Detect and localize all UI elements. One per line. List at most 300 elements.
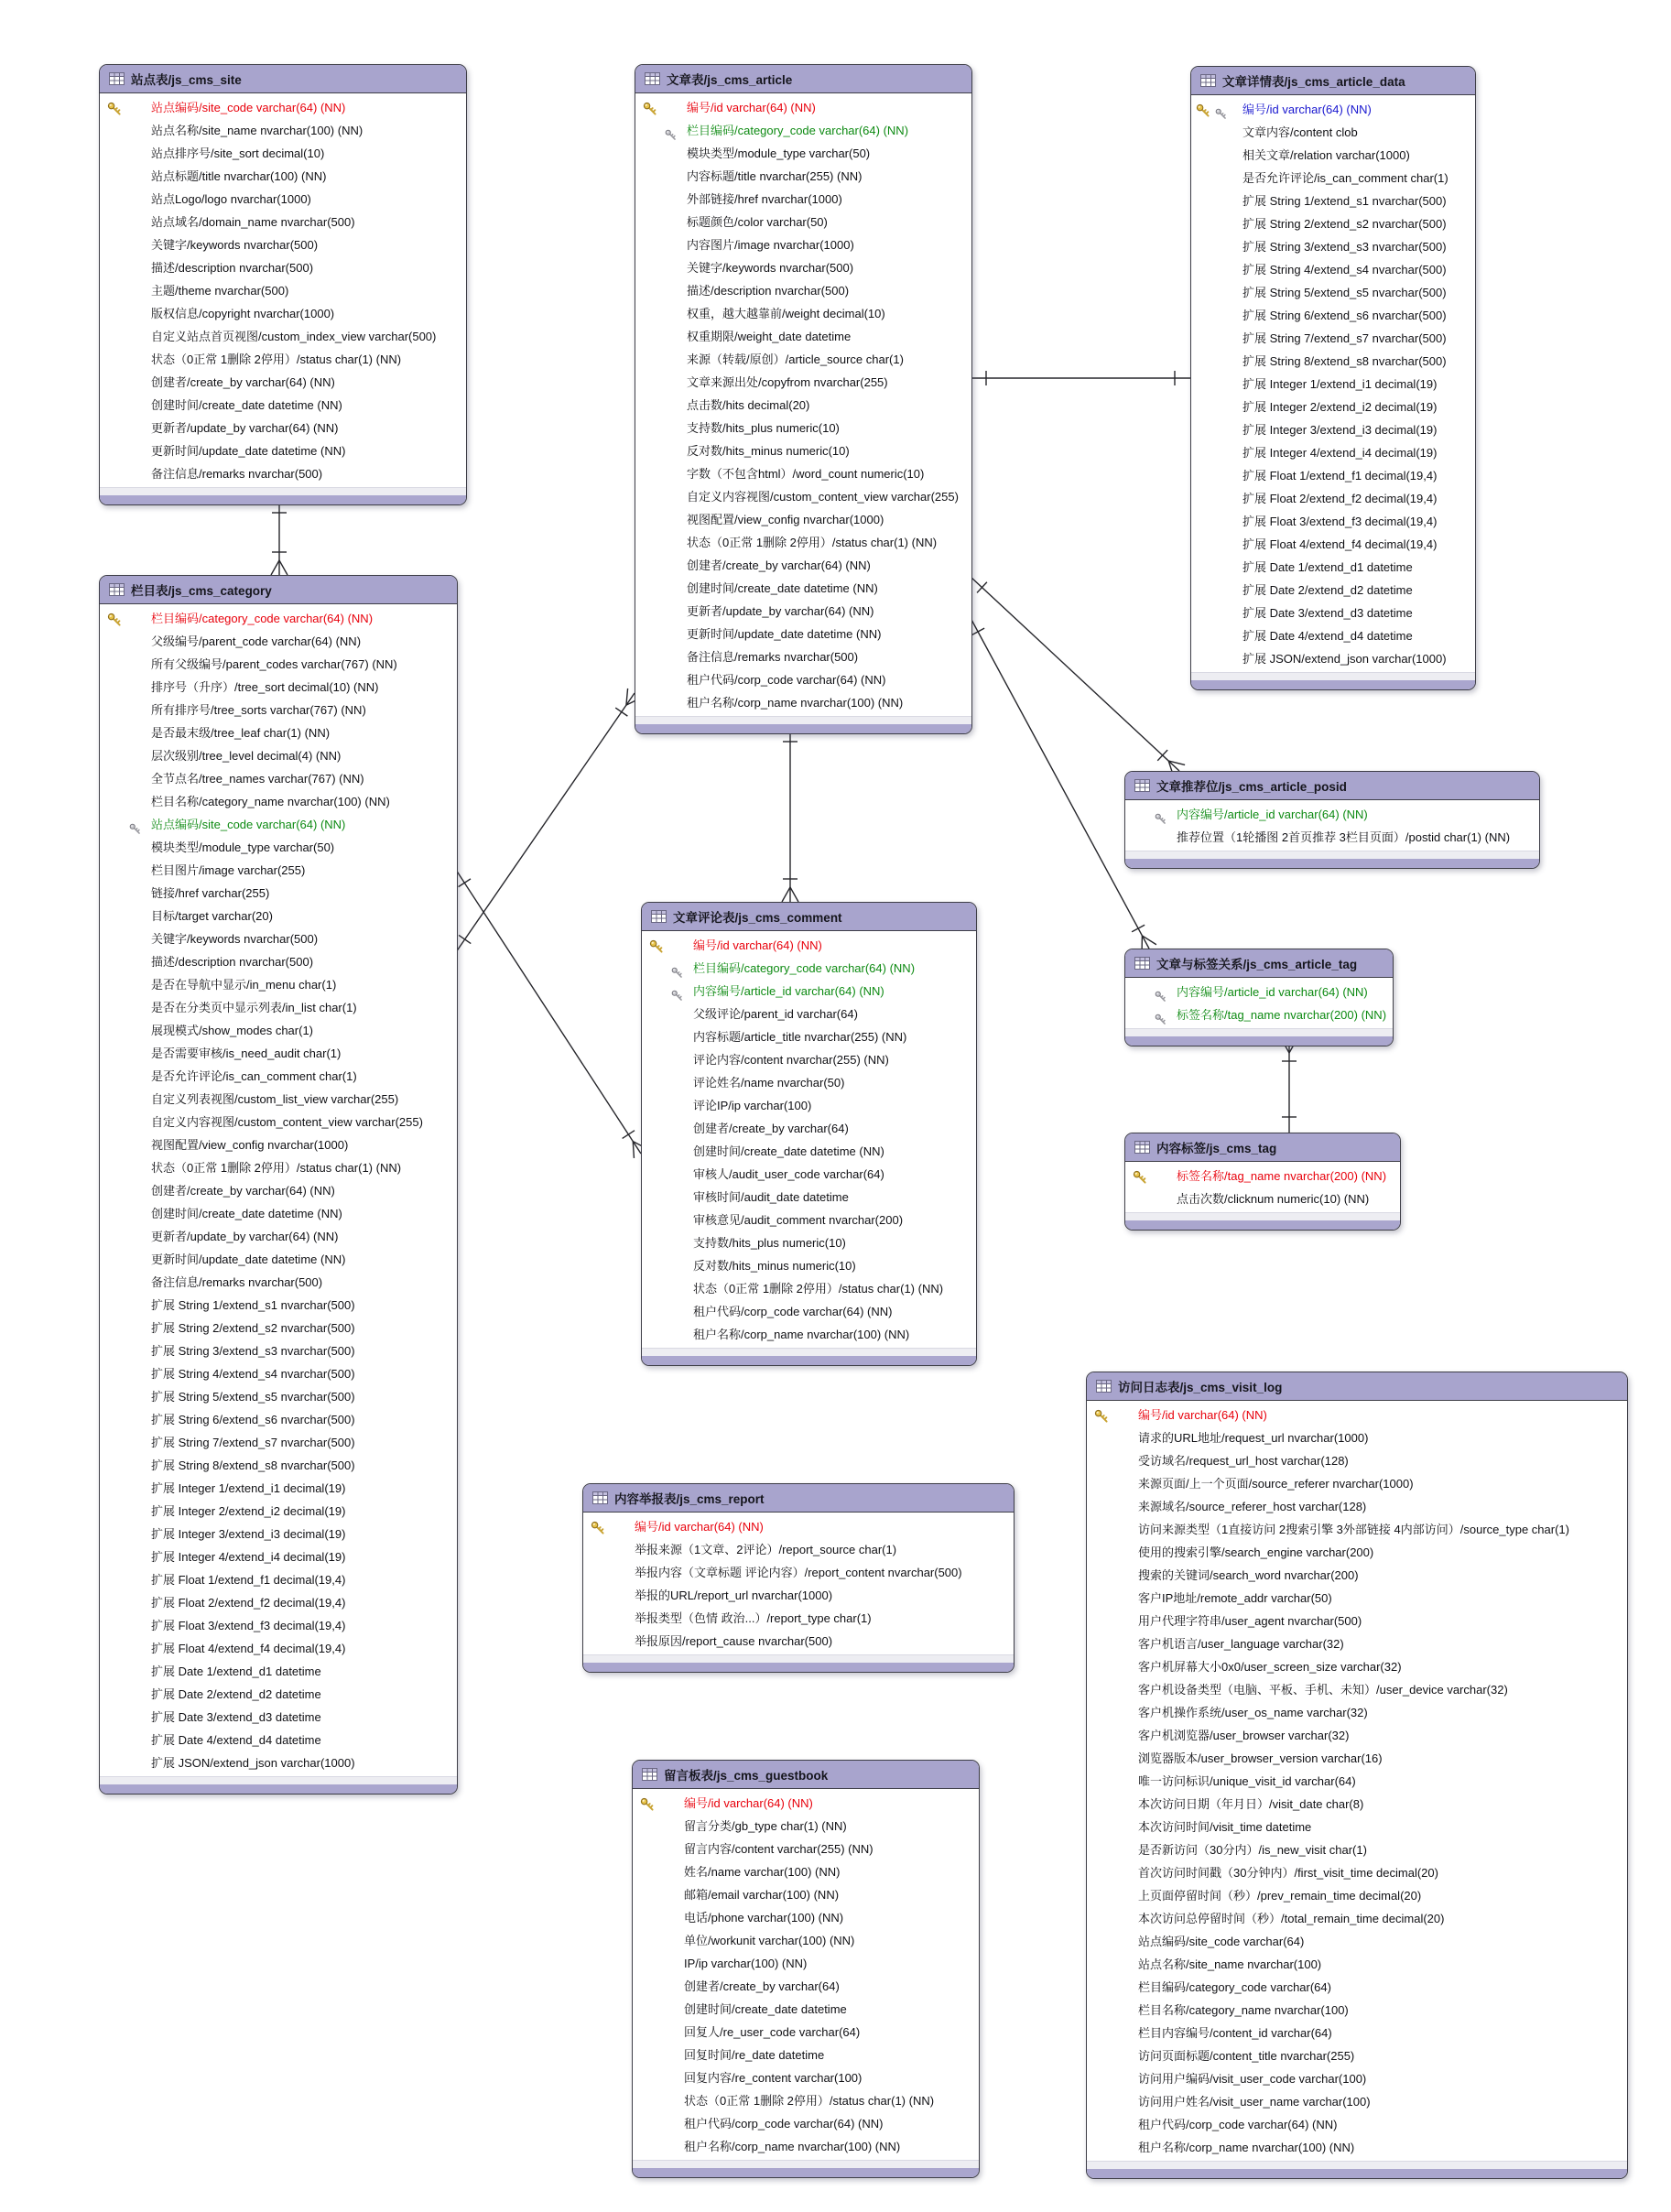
- table-icon: [1096, 1380, 1112, 1393]
- field-row[interactable]: [635, 325, 971, 348]
- field-row[interactable]: [1191, 602, 1475, 624]
- field-row[interactable]: [100, 950, 457, 973]
- table-title: 栏目表/js_cms_category: [131, 584, 272, 598]
- field-row[interactable]: [583, 1538, 1014, 1561]
- field-row[interactable]: [100, 1500, 457, 1523]
- field-text: 主题/theme nvarchar(500): [151, 284, 289, 298]
- field-row[interactable]: [100, 1111, 457, 1133]
- field-row[interactable]: [100, 905, 457, 927]
- field-row[interactable]: [635, 302, 971, 325]
- field-text: 扩展 String 7/extend_s7 nvarchar(500): [1242, 331, 1447, 345]
- field-row[interactable]: [583, 1515, 1014, 1538]
- field-text: 是否在导航中显示/in_menu char(1): [151, 978, 337, 992]
- field-row[interactable]: [635, 119, 971, 142]
- field-row[interactable]: [1191, 464, 1475, 487]
- field-row[interactable]: [635, 645, 971, 668]
- field-text: 本次访问时间/visit_time datetime: [1138, 1820, 1312, 1834]
- table-js_cms_report[interactable]: [582, 1483, 1015, 1673]
- field-row[interactable]: [100, 607, 457, 630]
- field-row[interactable]: [100, 1477, 457, 1500]
- field-row[interactable]: [635, 554, 971, 577]
- foreign-key-icon: [1215, 104, 1227, 116]
- field-row[interactable]: [100, 1591, 457, 1614]
- table-js_cms_article_posid[interactable]: [1124, 771, 1540, 869]
- field-text: 备注信息/remarks nvarchar(500): [151, 467, 323, 481]
- field-row[interactable]: [633, 1929, 979, 1952]
- field-row[interactable]: [1087, 1907, 1627, 1930]
- field-row[interactable]: [100, 119, 466, 142]
- field-row[interactable]: [635, 577, 971, 600]
- field-row[interactable]: [1087, 1404, 1627, 1426]
- field-row[interactable]: [635, 600, 971, 623]
- field-text: 创建者/create_by varchar(64): [684, 1979, 840, 1993]
- field-text: 扩展 String 6/extend_s6 nvarchar(500): [1242, 309, 1447, 322]
- field-text: 内容标题/article_title nvarchar(255) (NN): [693, 1030, 907, 1044]
- field-row[interactable]: [1087, 1426, 1627, 1449]
- field-row[interactable]: [642, 1209, 976, 1231]
- field-row[interactable]: [633, 2021, 979, 2044]
- field-row[interactable]: [1191, 624, 1475, 647]
- field-text: 审核意见/audit_comment nvarchar(200): [693, 1213, 904, 1227]
- field-row[interactable]: [1191, 235, 1475, 258]
- field-row[interactable]: [1087, 2136, 1627, 2159]
- field-row[interactable]: [635, 279, 971, 302]
- field-text: 客户机设备类型（电脑、平板、手机、未知）/user_device varchar(32): [1138, 1683, 1508, 1697]
- field-row[interactable]: [635, 348, 971, 371]
- primary-key-icon: [107, 612, 122, 626]
- table-header[interactable]: [100, 65, 466, 93]
- field-text: 栏目编码/category_code varchar(64) (NN): [693, 961, 916, 975]
- field-row[interactable]: [100, 325, 466, 348]
- field-row[interactable]: [633, 1952, 979, 1975]
- field-row[interactable]: [1087, 1747, 1627, 1770]
- field-text: 扩展 Float 3/extend_f3 decimal(19,4): [151, 1619, 346, 1632]
- table-header[interactable]: [633, 1761, 979, 1789]
- field-row[interactable]: [635, 256, 971, 279]
- field-row[interactable]: [635, 691, 971, 714]
- field-row[interactable]: [100, 233, 466, 256]
- field-text: 扩展 String 3/extend_s3 nvarchar(500): [1242, 240, 1447, 254]
- field-row[interactable]: [1087, 1449, 1627, 1472]
- table-header[interactable]: [583, 1484, 1014, 1513]
- field-row[interactable]: [100, 1317, 457, 1339]
- table-icon: [1200, 74, 1216, 87]
- primary-key-icon: [107, 101, 122, 115]
- field-row[interactable]: [100, 744, 457, 767]
- field-row[interactable]: [1191, 533, 1475, 556]
- table-js_cms_category[interactable]: [99, 575, 458, 1795]
- foreign-key-icon: [671, 986, 683, 998]
- field-row[interactable]: [635, 211, 971, 233]
- field-row[interactable]: [583, 1561, 1014, 1584]
- field-text: 是否允许评论/is_can_comment char(1): [1242, 171, 1449, 185]
- field-text: 权重，越大越靠前/weight decimal(10): [687, 307, 885, 320]
- field-text: 外部链接/href nvarchar(1000): [687, 192, 842, 206]
- field-row[interactable]: [1191, 327, 1475, 350]
- field-row[interactable]: [100, 1019, 457, 1042]
- table-field-list: [1125, 1162, 1400, 1212]
- table-header[interactable]: [100, 576, 457, 604]
- field-row[interactable]: [1191, 396, 1475, 418]
- table-footer-bar: [100, 495, 466, 504]
- field-text: 父级评论/parent_id varchar(64): [693, 1007, 858, 1021]
- field-row[interactable]: [633, 2112, 979, 2135]
- table-header[interactable]: [1087, 1372, 1627, 1401]
- field-row[interactable]: [635, 165, 971, 188]
- field-text: 扩展 Integer 4/extend_i4 decimal(19): [151, 1550, 346, 1564]
- field-row[interactable]: [1191, 212, 1475, 235]
- field-row[interactable]: [100, 859, 457, 882]
- table-title: 访问日志表/js_cms_visit_log: [1118, 1381, 1283, 1394]
- field-row[interactable]: [1191, 350, 1475, 373]
- field-row[interactable]: [633, 1883, 979, 1906]
- field-row[interactable]: [100, 1545, 457, 1568]
- field-text: 举报原因/report_cause nvarchar(500): [635, 1634, 833, 1648]
- field-row[interactable]: [633, 1815, 979, 1838]
- field-text: 扩展 String 8/extend_s8 nvarchar(500): [1242, 354, 1447, 368]
- field-row[interactable]: [100, 256, 466, 279]
- field-row[interactable]: [642, 1163, 976, 1186]
- field-row[interactable]: [635, 485, 971, 508]
- field-row[interactable]: [1087, 1632, 1627, 1655]
- field-row[interactable]: [633, 1838, 979, 1860]
- field-row[interactable]: [100, 1179, 457, 1202]
- field-row[interactable]: [1191, 98, 1475, 121]
- field-row[interactable]: [1087, 2090, 1627, 2113]
- field-row[interactable]: [642, 980, 976, 1003]
- field-text: 访问用户编码/visit_user_code varchar(100): [1138, 2072, 1367, 2086]
- field-row[interactable]: [1191, 556, 1475, 579]
- field-row[interactable]: [635, 508, 971, 531]
- field-row[interactable]: [1087, 1518, 1627, 1541]
- field-text: 状态（0正常 1删除 2停用）/status char(1) (NN): [684, 2094, 935, 2108]
- table-footer-strip: [1191, 672, 1475, 680]
- field-row[interactable]: [633, 1975, 979, 1998]
- field-row[interactable]: [635, 142, 971, 165]
- table-title: 内容标签/js_cms_tag: [1156, 1142, 1277, 1155]
- field-row[interactable]: [642, 1323, 976, 1346]
- field-text: 客户机浏览器/user_browser varchar(32): [1138, 1729, 1350, 1742]
- field-row[interactable]: [1087, 1838, 1627, 1861]
- field-row[interactable]: [100, 836, 457, 859]
- table-js_cms_guestbook[interactable]: [632, 1760, 980, 2178]
- field-row[interactable]: [100, 1088, 457, 1111]
- field-row[interactable]: [100, 371, 466, 394]
- table-header[interactable]: [642, 903, 976, 931]
- field-text: 标签名称/tag_name nvarchar(200) (NN): [1177, 1008, 1387, 1022]
- field-row[interactable]: [100, 165, 466, 188]
- field-row[interactable]: [1125, 826, 1539, 849]
- field-text: 留言分类/gb_type char(1) (NN): [684, 1819, 847, 1833]
- field-row[interactable]: [1191, 167, 1475, 190]
- table-footer-strip: [1087, 2161, 1627, 2169]
- field-text: 模块类型/module_type varchar(50): [151, 840, 335, 854]
- field-text: 是否新访问（30分内）/is_new_visit char(1): [1138, 1843, 1367, 1857]
- field-text: 站点名称/site_name nvarchar(100): [1138, 1957, 1322, 1971]
- field-row[interactable]: [100, 699, 457, 721]
- field-row[interactable]: [633, 2066, 979, 2089]
- field-row[interactable]: [1087, 1495, 1627, 1518]
- field-row[interactable]: [635, 439, 971, 462]
- field-row[interactable]: [642, 957, 976, 980]
- field-row[interactable]: [100, 1294, 457, 1317]
- table-js_cms_comment[interactable]: [641, 902, 977, 1366]
- table-title: 留言板表/js_cms_guestbook: [664, 1769, 829, 1783]
- field-row[interactable]: [100, 348, 466, 371]
- field-row[interactable]: [1087, 1976, 1627, 1999]
- field-row[interactable]: [1087, 1816, 1627, 1838]
- table-js_cms_site[interactable]: [99, 64, 467, 505]
- field-row[interactable]: [642, 1094, 976, 1117]
- field-text: 评论IP/ip varchar(100): [693, 1099, 812, 1112]
- field-text: 关键字/keywords nvarchar(500): [151, 238, 319, 252]
- field-row[interactable]: [1087, 1770, 1627, 1793]
- field-row[interactable]: [1087, 1678, 1627, 1701]
- field-row[interactable]: [1087, 2067, 1627, 2090]
- field-row[interactable]: [1087, 2022, 1627, 2044]
- field-row[interactable]: [635, 394, 971, 417]
- field-row[interactable]: [1191, 190, 1475, 212]
- field-row[interactable]: [642, 1003, 976, 1025]
- field-row[interactable]: [635, 371, 971, 394]
- field-row[interactable]: [633, 2089, 979, 2112]
- field-row[interactable]: [100, 1523, 457, 1545]
- field-row[interactable]: [633, 1792, 979, 1815]
- field-row[interactable]: [100, 813, 457, 836]
- field-row[interactable]: [100, 1271, 457, 1294]
- field-row[interactable]: [100, 1362, 457, 1385]
- field-text: 举报的URL/report_url nvarchar(1000): [635, 1589, 833, 1602]
- field-text: 父级编号/parent_code varchar(64) (NN): [151, 634, 362, 648]
- field-row[interactable]: [642, 1300, 976, 1323]
- table-field-list: [1125, 978, 1393, 1028]
- field-row[interactable]: [642, 1025, 976, 1048]
- field-text: 链接/href varchar(255): [151, 886, 270, 900]
- table-icon: [1134, 1141, 1150, 1154]
- field-row[interactable]: [100, 630, 457, 653]
- field-row[interactable]: [1191, 144, 1475, 167]
- field-row[interactable]: [100, 1568, 457, 1591]
- field-row[interactable]: [100, 1729, 457, 1751]
- table-title: 文章详情表/js_cms_article_data: [1222, 75, 1405, 89]
- field-row[interactable]: [100, 767, 457, 790]
- field-row[interactable]: [100, 1042, 457, 1065]
- field-row[interactable]: [1087, 1930, 1627, 1953]
- field-row[interactable]: [1087, 1999, 1627, 2022]
- field-text: 关键字/keywords nvarchar(500): [151, 932, 319, 946]
- field-row[interactable]: [100, 676, 457, 699]
- field-row[interactable]: [100, 302, 466, 325]
- field-row[interactable]: [100, 188, 466, 211]
- field-row[interactable]: [1125, 981, 1393, 1003]
- field-text: 关键字/keywords nvarchar(500): [687, 261, 854, 275]
- field-row[interactable]: [1125, 1003, 1393, 1026]
- field-row[interactable]: [1087, 2113, 1627, 2136]
- field-row[interactable]: [642, 1231, 976, 1254]
- field-text: 本次访问日期（年月日）/visit_date char(8): [1138, 1797, 1364, 1811]
- field-row[interactable]: [100, 1683, 457, 1706]
- field-row[interactable]: [100, 1339, 457, 1362]
- field-row[interactable]: [642, 1277, 976, 1300]
- field-row[interactable]: [100, 1225, 457, 1248]
- field-row[interactable]: [1087, 1793, 1627, 1816]
- field-row[interactable]: [635, 188, 971, 211]
- field-row[interactable]: [1087, 1587, 1627, 1610]
- field-row[interactable]: [100, 927, 457, 950]
- table-js_cms_article[interactable]: [635, 64, 972, 734]
- field-row[interactable]: [633, 1860, 979, 1883]
- table-header[interactable]: [1125, 949, 1393, 978]
- field-row[interactable]: [100, 462, 466, 485]
- field-row[interactable]: [100, 721, 457, 744]
- field-row[interactable]: [1125, 803, 1539, 826]
- field-text: 来源页面/上一个页面/source_referer nvarchar(1000): [1138, 1477, 1414, 1491]
- field-row[interactable]: [1191, 418, 1475, 441]
- field-row[interactable]: [635, 623, 971, 645]
- field-row[interactable]: [1191, 487, 1475, 510]
- field-row[interactable]: [1125, 1187, 1400, 1210]
- field-text: 扩展 String 3/extend_s3 nvarchar(500): [151, 1344, 355, 1358]
- field-row[interactable]: [100, 142, 466, 165]
- field-row[interactable]: [100, 1133, 457, 1156]
- field-row[interactable]: [1191, 441, 1475, 464]
- field-text: 首次访问时间戳（30分钟内）/first_visit_time decimal(20): [1138, 1866, 1438, 1880]
- foreign-key-icon: [129, 819, 141, 831]
- field-text: 推荐位置（1轮播图 2首页推荐 3栏目页面）/postid char(1) (NN): [1177, 830, 1511, 844]
- field-text: 本次访问总停留时间（秒）/total_remain_time decimal(20): [1138, 1912, 1445, 1925]
- table-header[interactable]: [635, 65, 971, 93]
- field-row[interactable]: [1191, 121, 1475, 144]
- field-row[interactable]: [1191, 258, 1475, 281]
- field-row[interactable]: [1087, 1655, 1627, 1678]
- field-text: 创建者/create_by varchar(64) (NN): [151, 375, 335, 389]
- table-js_cms_article_data[interactable]: [1190, 66, 1476, 690]
- table-header[interactable]: [1191, 67, 1475, 95]
- field-text: 唯一访问标识/unique_visit_id varchar(64): [1138, 1774, 1356, 1788]
- field-row[interactable]: [1087, 1541, 1627, 1564]
- field-row[interactable]: [100, 1706, 457, 1729]
- field-row[interactable]: [100, 211, 466, 233]
- field-row[interactable]: [100, 439, 466, 462]
- field-row[interactable]: [1087, 1564, 1627, 1587]
- field-row[interactable]: [100, 653, 457, 676]
- field-row[interactable]: [1191, 373, 1475, 396]
- field-row[interactable]: [1191, 579, 1475, 602]
- field-row[interactable]: [642, 934, 976, 957]
- field-row[interactable]: [642, 1140, 976, 1163]
- field-row[interactable]: [1087, 1724, 1627, 1747]
- field-row[interactable]: [100, 1202, 457, 1225]
- primary-key-icon: [643, 101, 657, 115]
- field-text: 扩展 String 4/extend_s4 nvarchar(500): [1242, 263, 1447, 276]
- field-row[interactable]: [635, 668, 971, 691]
- field-row[interactable]: [100, 1065, 457, 1088]
- field-row[interactable]: [100, 1454, 457, 1477]
- field-text: 审核人/audit_user_code varchar(64): [693, 1167, 884, 1181]
- field-row[interactable]: [642, 1186, 976, 1209]
- field-row[interactable]: [100, 394, 466, 417]
- field-row[interactable]: [1087, 1472, 1627, 1495]
- field-text: 所有排序号/tree_sorts varchar(767) (NN): [151, 703, 366, 717]
- field-row[interactable]: [633, 2044, 979, 2066]
- field-row[interactable]: [635, 233, 971, 256]
- field-row[interactable]: [633, 1998, 979, 2021]
- field-row[interactable]: [100, 996, 457, 1019]
- field-row[interactable]: [100, 1156, 457, 1179]
- table-js_cms_visit_log[interactable]: [1086, 1372, 1628, 2179]
- field-row[interactable]: [100, 96, 466, 119]
- field-row[interactable]: [100, 1751, 457, 1774]
- field-row[interactable]: [1191, 281, 1475, 304]
- field-text: 扩展 Float 2/extend_f2 decimal(19,4): [1242, 492, 1438, 505]
- table-footer-bar: [1087, 2169, 1627, 2178]
- field-text: 客户机操作系统/user_os_name varchar(32): [1138, 1706, 1368, 1719]
- field-text: 视图配置/view_config nvarchar(1000): [687, 513, 884, 526]
- field-text: 举报来源（1文章、2评论）/report_source char(1): [635, 1543, 897, 1556]
- field-text: 扩展 String 2/extend_s2 nvarchar(500): [151, 1321, 355, 1335]
- field-row[interactable]: [1191, 304, 1475, 327]
- field-row[interactable]: [635, 462, 971, 485]
- field-row[interactable]: [100, 1660, 457, 1683]
- field-row[interactable]: [1087, 1701, 1627, 1724]
- field-row[interactable]: [1087, 1610, 1627, 1632]
- field-row[interactable]: [100, 790, 457, 813]
- field-row[interactable]: [100, 1385, 457, 1408]
- field-row[interactable]: [583, 1630, 1014, 1653]
- field-row[interactable]: [633, 1906, 979, 1929]
- field-row[interactable]: [1087, 1861, 1627, 1884]
- field-row[interactable]: [642, 1048, 976, 1071]
- field-row[interactable]: [100, 1431, 457, 1454]
- field-row[interactable]: [100, 1408, 457, 1431]
- field-row[interactable]: [1087, 2044, 1627, 2067]
- field-row[interactable]: [100, 1614, 457, 1637]
- field-row[interactable]: [1191, 510, 1475, 533]
- table-js_cms_tag[interactable]: [1124, 1133, 1401, 1231]
- field-row[interactable]: [100, 417, 466, 439]
- field-row[interactable]: [1087, 1953, 1627, 1976]
- field-row[interactable]: [635, 417, 971, 439]
- field-text: 单位/workunit varchar(100) (NN): [684, 1934, 855, 1947]
- field-text: 站点Logo/logo nvarchar(1000): [151, 192, 311, 206]
- table-header[interactable]: [1125, 1133, 1400, 1162]
- table-header[interactable]: [1125, 772, 1539, 800]
- table-field-list: [583, 1513, 1014, 1654]
- field-row[interactable]: [100, 1637, 457, 1660]
- field-row[interactable]: [100, 973, 457, 996]
- field-row[interactable]: [100, 882, 457, 905]
- field-text: 编号/id varchar(64) (NN): [1242, 103, 1372, 116]
- field-row[interactable]: [633, 2135, 979, 2158]
- field-row[interactable]: [1087, 1884, 1627, 1907]
- field-row[interactable]: [583, 1584, 1014, 1607]
- field-row[interactable]: [100, 279, 466, 302]
- field-row[interactable]: [642, 1071, 976, 1094]
- field-text: 编号/id varchar(64) (NN): [684, 1796, 813, 1810]
- field-row[interactable]: [642, 1117, 976, 1140]
- field-row[interactable]: [100, 1248, 457, 1271]
- table-js_cms_article_tag[interactable]: [1124, 949, 1394, 1046]
- field-row[interactable]: [642, 1254, 976, 1277]
- field-text: 扩展 Integer 2/extend_i2 decimal(19): [151, 1504, 346, 1518]
- field-row[interactable]: [635, 531, 971, 554]
- field-row[interactable]: [1125, 1165, 1400, 1187]
- field-text: 栏目编码/category_code varchar(64): [1138, 1980, 1331, 1994]
- field-text: 编号/id varchar(64) (NN): [687, 101, 816, 114]
- field-row[interactable]: [1191, 647, 1475, 670]
- field-row[interactable]: [635, 96, 971, 119]
- field-row[interactable]: [583, 1607, 1014, 1630]
